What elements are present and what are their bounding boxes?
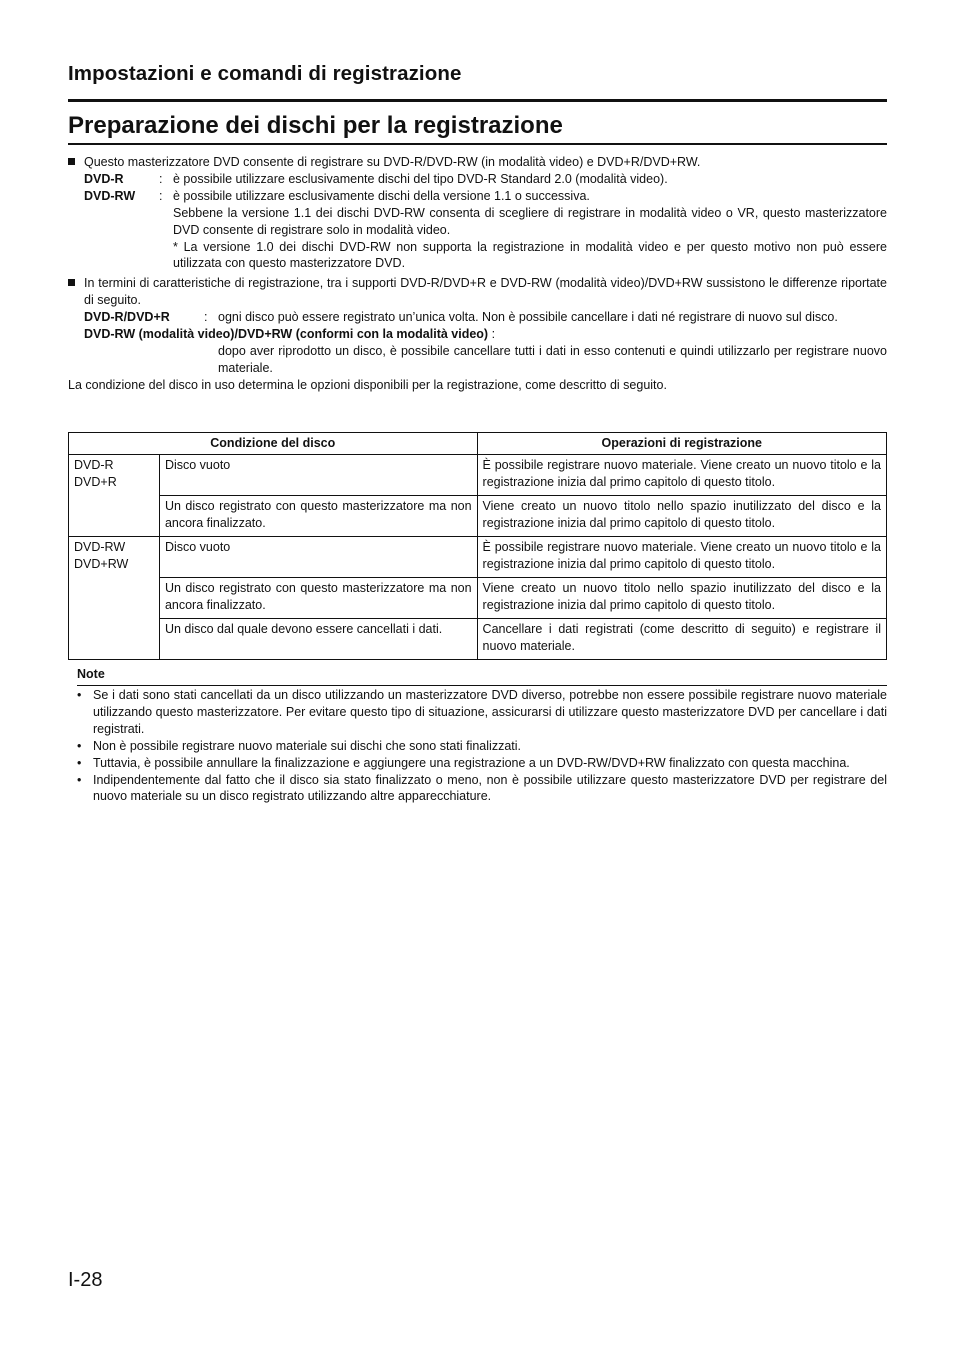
list-item: • Tuttavia, è possibile annullare la finalizzazione e aggiungere una registrazione a un DVD-RW/DVD+RW finalizzato con questa macchina.	[77, 755, 850, 770]
disc-group-label: DVD-RW DVD+RW	[69, 537, 160, 660]
disc-condition-table	[68, 432, 887, 660]
notes-list	[77, 687, 887, 805]
page-number: I-28	[68, 1269, 103, 1291]
dvdrw-definition: DVD-RW : è possibile utilizzare esclusivamente dischi della versione 1.1 o successiva. Sebbene la versione 1.1 dei dischi DVD-RW consenta di scegliere di registrare in modalità video o VR, questo masterizzatore DVD consente di registrare solo in modalità video. * La versione 1.0 dei dischi DVD-RW non supporta la registrazione in modalità video e per questo motivo non può essere utilizzata con questo masterizzatore DVD.	[84, 188, 887, 271]
condition-cell: Un disco registrato con questo masterizzatore ma non ancora finalizzato.	[159, 496, 477, 537]
table-row	[69, 496, 887, 537]
bullet-icon: •	[77, 755, 82, 770]
operation-cell: È possibile registrare nuovo materiale. Viene creato un nuovo titolo e la registrazione inizia dal primo capitolo di questo titolo.	[477, 537, 886, 578]
operation-cell: È possibile registrare nuovo materiale. Viene creato un nuovo titolo e la registrazione inizia dal primo capitolo di questo titolo.	[477, 455, 886, 496]
intro-text	[68, 154, 887, 394]
r-definition: DVD-R/DVD+R : ogni disco può essere registrato un’unica volta. Non è possibile cancellare i dati né registrare di nuovo sul disco.	[84, 310, 838, 325]
table-row	[69, 619, 887, 660]
table-row	[69, 455, 887, 496]
column-header-operations: Operazioni di registrazione	[477, 433, 886, 455]
bullet-icon: •	[77, 688, 82, 702]
page-title: Preparazione dei dischi per la registrazione	[68, 112, 563, 139]
table-header-row	[69, 433, 887, 455]
operation-cell: Viene creato un nuovo titolo nello spazio inutilizzato del disco e la registrazione inizia dal primo capitolo di questo titolo.	[477, 496, 886, 537]
intro-bullet-2: In termini di caratteristiche di registrazione, tra i supporti DVD-R/DVD+R e DVD-RW (modalità video)/DVD+RW sussistono le differenze riportate di seguito.	[68, 275, 887, 309]
column-header-condition: Condizione del disco	[69, 433, 478, 455]
condition-cell: Disco vuoto	[159, 455, 477, 496]
bullet-icon: •	[77, 738, 82, 753]
table-row	[69, 537, 887, 578]
condition-cell: Disco vuoto	[159, 537, 477, 578]
condition-cell: Un disco registrato con questo masterizzatore ma non ancora finalizzato.	[159, 578, 477, 619]
section-rule	[68, 99, 887, 102]
square-bullet-icon	[68, 158, 75, 165]
condition-cell: Un disco dal quale devono essere cancellati i dati.	[159, 619, 477, 660]
list-item: • Non è possibile registrare nuovo materiale sui dischi che sono stati finalizzati.	[77, 738, 521, 753]
notes-title: Note	[77, 667, 105, 681]
square-bullet-icon	[68, 279, 75, 286]
bullet-icon: •	[77, 772, 82, 787]
rw-definition: DVD-RW (modalità video)/DVD+RW (conformi con la modalità video) : dopo aver riprodotto un disco, è possibile cancellare tutti i dati in esso contenuti e quindi utilizzarlo per registrare nuovo materiale.	[84, 327, 887, 375]
operation-cell: Viene creato un nuovo titolo nello spazio inutilizzato del disco e la registrazione inizia dal primo capitolo di questo titolo.	[477, 578, 886, 619]
dvdr-definition: DVD-R : è possibile utilizzare esclusivamente dischi del tipo DVD-R Standard 2.0 (modalità video).	[84, 171, 668, 186]
list-item: • Se i dati sono stati cancellati da un disco utilizzando un masterizzatore DVD diverso, potrebbe non essere possibile registrare nuovo materiale utilizzando questo masterizzatore. Per evitare questo tipo di situazione, assicurarsi di utilizzare questo masterizzatore DVD per cancellare i dati registrati.	[77, 688, 887, 736]
title-rule	[68, 143, 887, 145]
intro-bullet-1: Questo masterizzatore DVD consente di registrare su DVD-R/DVD-RW (in modalità video) e DVD+R/DVD+RW.	[68, 154, 887, 171]
notes-rule	[77, 685, 887, 686]
section-title: Impostazioni e comandi di registrazione	[68, 62, 462, 85]
table-row	[69, 578, 887, 619]
closing-sentence: La condizione del disco in uso determina le opzioni disponibili per la registrazione, come descritto di seguito.	[68, 377, 667, 392]
disc-group-label: DVD-R DVD+R	[69, 455, 160, 537]
operation-cell: Cancellare i dati registrati (come descritto di seguito) e registrare il nuovo materiale.	[477, 619, 886, 660]
list-item: • Indipendentemente dal fatto che il disco sia stato finalizzato o meno, non è possibile utilizzare questo masterizzatore DVD per registrare del nuovo materiale su un disco registrato utilizzando altre apparecchiature.	[77, 772, 887, 804]
